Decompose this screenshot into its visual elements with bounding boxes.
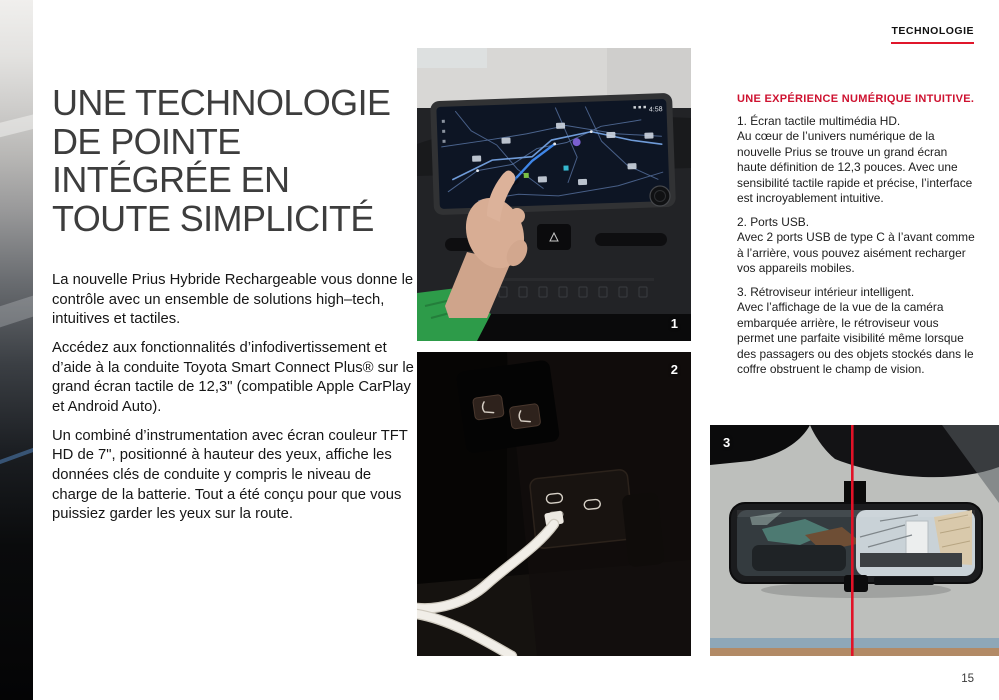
figure-label: 1 <box>670 316 678 331</box>
intro-paragraph: Accédez aux fonctionnalités d’infodivertissement et d’aide à la conduite Toyota Smart Connect Plus® sur le grand écran tactile de 12,3" (compatible Apple CarPlay et Android Auto). <box>52 340 414 416</box>
intro-copy <box>52 271 418 534</box>
figure-label: 3 <box>723 435 731 450</box>
touchscreen-illustration <box>417 48 691 341</box>
rearview-mirror <box>730 503 982 592</box>
touchscreen <box>430 93 676 215</box>
intro-paragraph: Un combiné d’instrumentation avec écran couleur TFT HD de 7", positionné à hauteur des yeux, affiche les données clés de conduite y compris le niveau de charge de la batterie. Tout a été conçu pour que vous puissiez garder les yeux sur la route. <box>52 427 408 523</box>
figure-usb-ports-photo <box>417 352 691 656</box>
feature-title: 3. Rétroviseur intérieur intelligent. <box>737 284 915 299</box>
page-number: 15 <box>961 673 974 685</box>
figure-touchscreen-photo <box>417 48 691 341</box>
feature-body: Au cœur de l’univers numérique de la nouvelle Prius se trouve un grand écran haute définition de 12,3 pouces. Avec une sensibilité tactile rapide et précise, l’interface est incroyablement intuitive. <box>737 129 973 206</box>
page-title <box>52 84 442 238</box>
photo-highlight-streak <box>0 111 33 139</box>
volume-knob-icon <box>650 186 670 206</box>
feature-title: 2. Ports USB. <box>737 214 810 229</box>
section-header <box>891 21 974 44</box>
mirror-view-camera <box>856 510 975 576</box>
mirror-illustration <box>710 425 999 656</box>
split-red-line <box>851 425 854 656</box>
title-line: INTÉGRÉE EN <box>52 159 290 201</box>
usb-ports-illustration <box>417 352 691 656</box>
feature-title: 1. Écran tactile multimédia HD. <box>737 114 901 128</box>
seat-heater-switches <box>456 359 560 453</box>
title-line: TOUTE SIMPLICITÉ <box>52 197 374 239</box>
feature-body: Avec l’affichage de la vue de la caméra embarquée arrière, le rétroviseur vous permet une parfaite visibilité même lorsque des passagers ou des objets stockés dans le coffre obstruent le champ de vision. <box>737 300 974 377</box>
photo-highlight-streak <box>0 292 33 329</box>
left-edge-photo-bleed <box>0 0 33 700</box>
intro-paragraph: La nouvelle Prius Hybride Rechargeable vous donne le contrôle avec un ensemble de solutions high–tech, intuitives et tactiles. <box>52 272 414 328</box>
feature-body: Avec 2 ports USB de type C à l’avant comme à l’arrière, vous pouvez aisément recharger vos appareils mobiles. <box>737 230 975 276</box>
screen-clock: 4:58 <box>648 106 663 114</box>
title-line: DE POINTE <box>52 120 241 162</box>
sidebar-heading: UNE EXPÉRIENCE NUMÉRIQUE INTUITIVE. <box>737 93 975 105</box>
feature-sidebar <box>737 93 977 386</box>
figure-label: 2 <box>670 362 678 377</box>
title-line: UNE TECHNOLOGIE <box>52 82 391 123</box>
figure-rearview-mirror-photo <box>710 425 999 656</box>
photo-blue-streak <box>0 442 33 466</box>
section-header-label: TECHNOLOGIE <box>891 25 974 44</box>
